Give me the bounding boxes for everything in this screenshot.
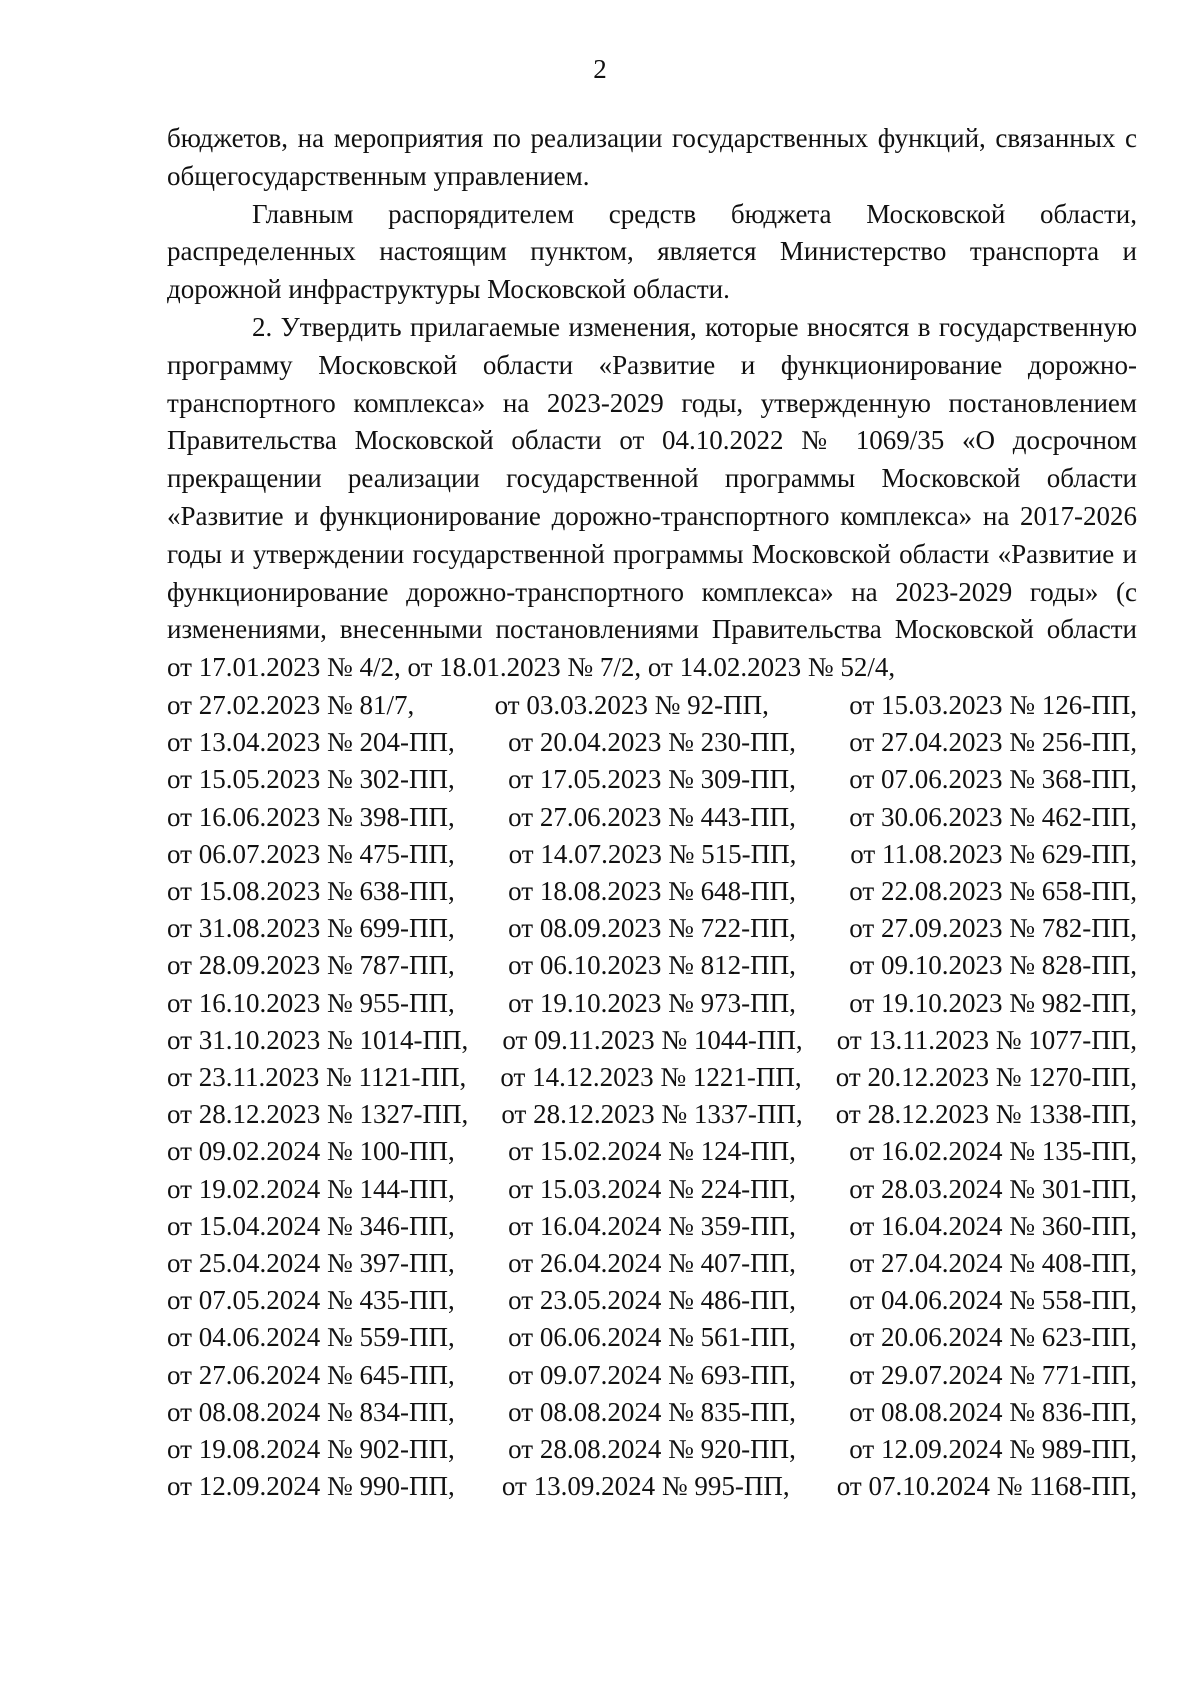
amendment-acts-line xyxy=(167,836,1137,873)
paragraph-budget-continuation: бюджетов, на мероприятия по реализации государственных функций, связанных с общегосударственным управлением. xyxy=(167,123,1137,191)
amendment-acts-line xyxy=(167,1319,1137,1356)
amendment-acts-line xyxy=(167,947,1137,984)
amendment-act-reference: от 04.06.2024 № 559-ПП, xyxy=(167,1322,455,1353)
paragraph-chief-administrator: Главным распорядителем средств бюджета Московской области, распределенных настоящим пунктом, является Министерство транспорта и дорожной инфраструктуры Московской области. xyxy=(167,198,1137,305)
amendment-act-reference: от 13.11.2023 № 1077-ПП, xyxy=(836,1024,1137,1055)
amendment-act-reference: от 03.03.2023 № 92-ПП, xyxy=(494,689,769,720)
amendment-acts-line xyxy=(167,724,1137,761)
amendment-act-reference: от 27.02.2023 № 81/7, xyxy=(167,689,415,720)
amendment-act-reference: от 14.12.2023 № 1221-ПП, xyxy=(500,1061,802,1092)
amendment-act-reference: от 28.03.2024 № 301-ПП, xyxy=(849,1173,1137,1204)
amendment-acts-line xyxy=(167,799,1137,836)
amendment-act-reference: от 28.08.2024 № 920-ПП, xyxy=(508,1434,796,1465)
amendment-acts-line xyxy=(167,1022,1137,1059)
amendment-act-reference: от 09.10.2023 № 828-ПП, xyxy=(849,950,1137,981)
amendment-act-reference: от 20.04.2023 № 230-ПП, xyxy=(508,727,796,758)
amendment-acts-line xyxy=(167,1096,1137,1133)
amendment-acts-line xyxy=(167,1208,1137,1245)
amendment-act-reference: от 15.05.2023 № 302-ПП, xyxy=(167,764,455,795)
amendment-acts-line xyxy=(167,687,1137,724)
amendment-act-reference: от 27.06.2024 № 645-ПП, xyxy=(167,1359,455,1390)
amendment-acts-list xyxy=(167,687,1137,1505)
amendment-acts-line xyxy=(167,873,1137,910)
amendment-act-reference: от 19.10.2023 № 982-ПП, xyxy=(849,987,1137,1018)
amendment-act-reference: от 09.02.2024 № 100-ПП, xyxy=(167,1136,455,1167)
amendment-act-reference: от 23.11.2023 № 1121-ПП, xyxy=(167,1061,467,1092)
amendment-act-reference: от 15.03.2024 № 224-ПП, xyxy=(508,1173,796,1204)
amendment-act-reference: от 23.05.2024 № 486-ПП, xyxy=(508,1285,796,1316)
amendment-act-reference: от 26.04.2024 № 407-ПП, xyxy=(508,1248,796,1278)
amendment-act-reference: от 07.05.2024 № 435-ПП, xyxy=(167,1285,455,1316)
amendment-act-reference: от 13.04.2023 № 204-ПП, xyxy=(167,727,455,758)
amendment-act-reference: от 28.12.2023 № 1327-ПП, xyxy=(167,1099,469,1130)
amendment-acts-line xyxy=(167,1431,1137,1468)
amendment-act-reference: от 31.08.2023 № 699-ПП, xyxy=(167,913,455,944)
amendment-acts-line xyxy=(167,761,1137,798)
amendment-acts-line xyxy=(167,1394,1137,1431)
amendment-act-reference: от 08.08.2024 № 836-ПП, xyxy=(849,1396,1137,1427)
amendment-act-reference: от 09.07.2024 № 693-ПП, xyxy=(508,1359,796,1390)
amendment-act-reference: от 31.10.2023 № 1014-ПП, xyxy=(167,1024,469,1055)
page-number: 2 xyxy=(593,54,607,84)
amendment-act-reference: от 11.08.2023 № 629-ПП, xyxy=(850,838,1137,869)
amendment-act-reference: от 20.06.2024 № 623-ПП, xyxy=(849,1322,1137,1353)
amendment-act-reference: от 27.06.2023 № 443-ПП, xyxy=(508,801,796,832)
amendment-act-reference: от 19.08.2024 № 902-ПП, xyxy=(167,1434,455,1465)
amendment-act-reference: от 30.06.2023 № 462-ПП, xyxy=(849,801,1137,832)
paragraph-item-2-approve-changes: 2. Утвердить прилагаемые изменения, которые вносятся в государственную программу Московской области «Развитие и функционирование дорожно-транспортного комплекса» на 2023-2029 годы, утвержденную постановлением Правительства Московской области от 04.10.2022 № 1069/35 «О досрочном прекращении реализации государственной программы Московской области «Развитие и функционирование дорожно-транспортного комплекса» на 2017-2026 годы и утверждении государственной программы Московской области «Развитие и функционирование дорожно-транспортного комплекса» на 2023-2029 годы» (с изменениями, внесенными постановлениями Правительства Московской области от 17.01.2023 № 4/2, от 18.01.2023 № 7/2, от 14.02.2023 № 52/4, xyxy=(167,311,1137,683)
amendment-act-reference: от 08.08.2024 № 834-ПП, xyxy=(167,1396,455,1427)
amendment-acts-line xyxy=(167,1357,1137,1394)
amendment-act-reference: от 15.08.2023 № 638-ПП, xyxy=(167,875,455,906)
amendment-act-reference: от 19.10.2023 № 973-ПП, xyxy=(508,987,796,1018)
amendment-act-reference: от 29.07.2024 № 771-ПП, xyxy=(849,1359,1137,1390)
amendment-act-reference: от 27.04.2023 № 256-ПП, xyxy=(849,727,1137,758)
amendment-act-reference: от 22.08.2023 № 658-ПП, xyxy=(849,875,1137,906)
amendment-act-reference: от 25.04.2024 № 397-ПП, xyxy=(167,1248,455,1278)
amendment-act-reference: от 20.12.2023 № 1270-ПП, xyxy=(835,1061,1137,1092)
amendment-act-reference: от 15.02.2024 № 124-ПП, xyxy=(508,1136,796,1167)
amendment-act-reference: от 13.09.2024 № 995-ПП, xyxy=(501,1471,790,1502)
amendment-act-reference: от 12.09.2024 № 990-ПП, xyxy=(167,1471,455,1502)
document-body xyxy=(167,120,1137,1505)
amendment-act-reference: от 19.02.2024 № 144-ПП, xyxy=(167,1173,455,1204)
amendment-act-reference: от 12.09.2024 № 989-ПП, xyxy=(849,1434,1137,1465)
amendment-act-reference: от 06.10.2023 № 812-ПП, xyxy=(508,950,796,981)
amendment-act-reference: от 27.04.2024 № 408-ПП, xyxy=(849,1248,1137,1278)
amendment-acts-line xyxy=(167,910,1137,947)
amendment-act-reference: от 28.12.2023 № 1337-ПП, xyxy=(501,1099,803,1130)
amendment-act-reference: от 06.07.2023 № 475-ПП, xyxy=(167,838,455,869)
amendment-act-reference: от 14.07.2023 № 515-ПП, xyxy=(508,838,797,869)
amendment-acts-line xyxy=(167,1468,1137,1505)
amendment-act-reference: от 28.12.2023 № 1338-ПП, xyxy=(835,1099,1137,1130)
amendment-act-reference: от 16.04.2024 № 360-ПП, xyxy=(849,1210,1137,1241)
amendment-act-reference: от 15.04.2024 № 346-ПП, xyxy=(167,1210,455,1241)
amendment-act-reference: от 16.02.2024 № 135-ПП, xyxy=(849,1136,1137,1167)
amendment-act-reference: от 08.08.2024 № 835-ПП, xyxy=(508,1396,796,1427)
amendment-act-reference: от 07.06.2023 № 368-ПП, xyxy=(849,764,1137,795)
amendment-acts-line xyxy=(167,1245,1137,1282)
amendment-acts-line xyxy=(167,1171,1137,1208)
amendment-act-reference: от 09.11.2023 № 1044-ПП, xyxy=(502,1024,803,1055)
amendment-act-reference: от 18.08.2023 № 648-ПП, xyxy=(508,875,796,906)
amendment-acts-line xyxy=(167,1059,1137,1096)
amendment-acts-line xyxy=(167,985,1137,1022)
amendment-act-reference: от 06.06.2024 № 561-ПП, xyxy=(508,1322,796,1353)
amendment-act-reference: от 16.06.2023 № 398-ПП, xyxy=(167,801,455,832)
amendment-act-reference: от 27.09.2023 № 782-ПП, xyxy=(849,913,1137,944)
amendment-act-reference: от 07.10.2024 № 1168-ПП, xyxy=(836,1471,1137,1502)
amendment-act-reference: от 15.03.2023 № 126-ПП, xyxy=(849,689,1137,720)
amendment-act-reference: от 08.09.2023 № 722-ПП, xyxy=(508,913,796,944)
amendment-act-reference: от 04.06.2024 № 558-ПП, xyxy=(849,1285,1137,1316)
amendment-act-reference: от 17.05.2023 № 309-ПП, xyxy=(508,764,796,795)
amendment-act-reference: от 28.09.2023 № 787-ПП, xyxy=(167,950,455,981)
amendment-act-reference: от 16.04.2024 № 359-ПП, xyxy=(508,1210,796,1241)
amendment-acts-line xyxy=(167,1133,1137,1170)
amendment-act-reference: от 16.10.2023 № 955-ПП, xyxy=(167,987,455,1018)
amendment-acts-line xyxy=(167,1282,1137,1319)
